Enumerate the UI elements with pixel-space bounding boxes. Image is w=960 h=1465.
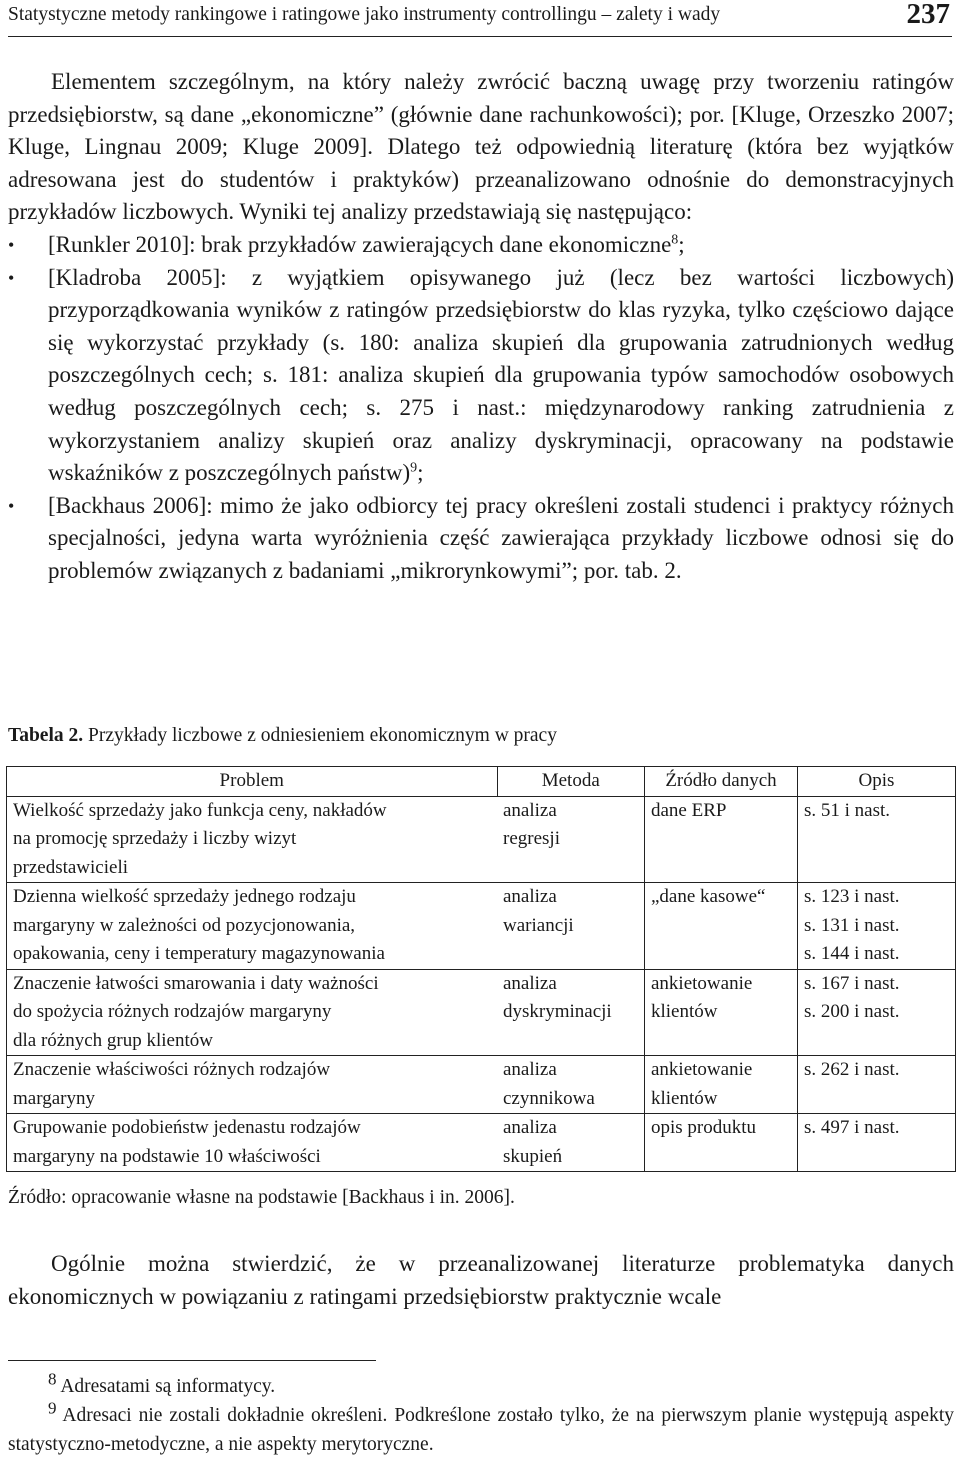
header-description: Opis [798,767,956,797]
table-caption-label: Tabela 2. [8,725,84,746]
bullet-icon: • [8,234,15,255]
cell-description [798,883,956,970]
page-number: 237 [906,0,950,30]
cell-line: margaryny [13,1087,95,1109]
list-item-punctuation: ; [417,460,424,486]
table-row [7,1114,956,1172]
cell-source [645,1056,798,1114]
cell-line: na promocję sprzedaży i liczby wizyt [13,828,297,849]
list-item [8,490,954,588]
list-item-text: [Kladroba 2005]: z wyjątkiem opisywanego już (lecz bez wartości liczbowych) przyporządkowania wyników z ratingów przedsiębiorstw do klas ryzyka, tylko częściowo dające się wykorzystać przykłady (s. 180: analiza skupień dla grupowania zatrudnionych według poszczególnych cech; s. 181: analiza skupień dla grupowania typów samochodów osobowych według poszczególnych cech; s. 275 i nast.: międzynarodowy ranking zatrudnienia z wykorzystaniem analizy skupień oraz analizy dyskryminacji, opracowany na podstawie wskaźników z poszczególnych państw) [48,264,954,486]
cell-problem [7,969,498,1056]
closing-text-block [8,1248,954,1313]
cell-line: Dzienna wielkość sprzedaży jednego rodzaju [13,886,356,907]
cell-description [798,1114,956,1172]
table-header-row [7,767,956,797]
running-header [8,0,952,37]
cell-line: s. 167 i nast. [804,972,900,994]
cell-line: Znaczenie właściwości różnych rodzajów [13,1059,331,1080]
examples-table [6,766,956,1172]
list-item-text: [Runkler 2010]: brak przykładów zawierających dane ekonomiczne [48,231,672,257]
header-source: Źródło danych [645,767,798,797]
paragraph-conclusion: Ogólnie można stwierdzić, że w przeanalizowanej literaturze problematyka danych ekonomicznych w powiązaniu z ratingami przedsiębiorstw praktycznie wcale [8,1251,954,1309]
bullet-icon: • [8,495,15,516]
cell-line: analiza [503,972,557,994]
footnote-ref[interactable]: 8 [671,232,679,248]
paragraph-intro: Elementem szczególnym, na który należy zwrócić baczną uwagę przy tworzeniu ratingów przedsiębiorstw, są dane „ekonomiczne” (głównie dane rachunkowości); por. [Kluge, Orzeszko 2007; Kluge, Lingnau 2009; Kluge 2009]. Dlatego też odpowiednią literaturę (która bez wyjątków adresowana jest do studentów i praktyków) przeanalizowano odnośnie do demonstracyjnych przykładów liczbowych. Wyniki tej analizy przedstawiają się następująco: [8,69,954,225]
cell-line: margaryny w zależności od pozycjonowania, [13,914,356,936]
footnote-9 [8,1398,954,1459]
cell-line: do spożycia różnych rodzajów margaryny [13,1001,332,1022]
footnote-number: 8 [48,1369,57,1389]
cell-line: Wielkość sprzedaży jako funkcja ceny, nakładów [13,799,387,821]
table-caption [8,725,557,747]
cell-problem [7,1114,498,1172]
cell-line: dyskryminacji [503,1001,612,1022]
cell-problem [7,883,498,970]
cell-line: skupień [503,1145,563,1167]
cell-line: ankietowanie [651,1059,753,1080]
cell-line: s. 497 i nast. [804,1117,900,1138]
cell-method [497,883,645,970]
cell-line: klientów [651,1001,718,1022]
cell-line: czynnikowa [503,1087,595,1109]
footnote-text: Adresaci nie zostali dokładnie określeni. Podkreślone zostało tylko, że na pierwszym planie występują aspekty statystyczno-metodyczne, a nie aspekty merytoryczne. [8,1405,954,1455]
table-source-note: Źródło: opracowanie własne na podstawie [Backhaus i in. 2006]. [8,1187,515,1208]
footnote-number: 9 [48,1398,57,1418]
cell-line: klientów [651,1087,718,1109]
cell-line: s. 200 i nast. [804,1001,900,1022]
cell-description [798,796,956,883]
list-item [8,229,954,262]
cell-line: s. 123 i nast. [804,886,900,907]
footnote-ref[interactable]: 9 [410,460,418,476]
footnote-separator [8,1360,376,1361]
header-method: Metoda [497,767,645,797]
cell-line: dla różnych grup klientów [13,1029,213,1051]
findings-list [8,229,954,588]
cell-line: wariancji [503,914,574,936]
running-title: Statystyczne metody rankingowe i ratingowe jako instrumenty controllingu – zalety i wady [8,4,721,25]
table-caption-text: Przykłady liczbowe z odniesieniem ekonomicznym w pracy [88,725,557,746]
list-item-text: [Backhaus 2006]: mimo że jako odbiorcy tej pracy określeni zostali studenci i praktycy różnych specjalności, jedyna warta wyróżnienia część zawierająca przykłady liczbowe odnosi się do problemów związanych z badaniami „mikrorynkowymi”; por. tab. 2. [48,492,954,583]
cell-method [497,1056,645,1114]
cell-line: analiza [503,1059,557,1080]
cell-line: przedstawicieli [13,856,129,878]
cell-line: analiza [503,886,557,907]
footnote-8 [8,1369,954,1401]
cell-line: opis produktu [651,1117,757,1138]
cell-method [497,969,645,1056]
cell-line: margaryny na podstawie 10 właściwości [13,1145,321,1167]
cell-line: Znaczenie łatwości smarowania i daty ważności [13,972,379,994]
table-row [7,883,956,970]
cell-problem [7,796,498,883]
table-row [7,796,956,883]
cell-line: „dane kasowe“ [651,886,766,907]
footnote-text: Adresatami są informatycy. [60,1376,276,1397]
cell-line: opakowania, ceny i temperatury magazynowania [13,943,385,964]
cell-line: analiza [503,1117,557,1138]
cell-description [798,969,956,1056]
footnotes [8,1369,954,1459]
list-item-punctuation: ; [678,231,685,257]
cell-problem [7,1056,498,1114]
cell-line: analiza [503,799,557,821]
header-problem: Problem [7,767,498,797]
cell-line: s. 262 i nast. [804,1059,900,1080]
cell-line: dane ERP [651,799,727,821]
main-text-block [8,66,954,588]
cell-line: s. 131 i nast. [804,914,900,936]
cell-line: ankietowanie [651,972,753,994]
cell-line: s. 51 i nast. [804,799,891,821]
cell-line: Grupowanie podobieństw jedenastu rodzajów [13,1117,361,1138]
cell-line: regresji [503,828,560,849]
cell-source [645,1114,798,1172]
bullet-icon: • [8,267,15,288]
cell-source [645,796,798,883]
cell-method [497,1114,645,1172]
table-row [7,969,956,1056]
list-item [8,262,954,490]
cell-source [645,883,798,970]
cell-source [645,969,798,1056]
cell-description [798,1056,956,1114]
cell-method [497,796,645,883]
table-row [7,1056,956,1114]
cell-line: s. 144 i nast. [804,943,900,964]
